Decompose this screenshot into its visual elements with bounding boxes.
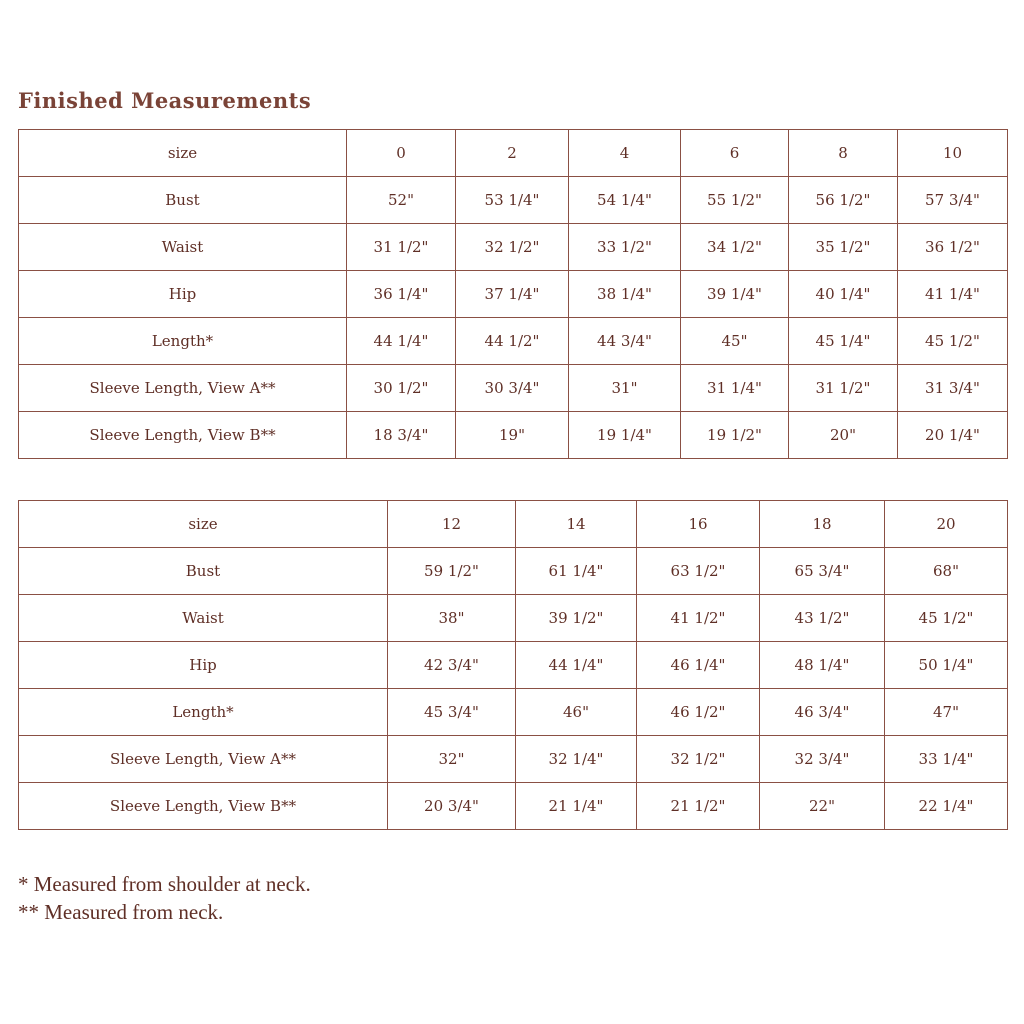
size-header-cell: size [19,130,347,177]
measurement-cell: 22" [760,783,885,830]
size-value-cell: 20 [885,501,1008,548]
measurement-cell: 38 1/4" [569,271,681,318]
table-body [19,501,1008,830]
measurement-cell: 38" [388,595,516,642]
table-header-row [19,130,1008,177]
measurement-cell: 20" [789,412,898,459]
measurement-cell: 52" [347,177,456,224]
measurement-cell: 45 1/4" [789,318,898,365]
measurement-cell: 20 3/4" [388,783,516,830]
measurement-cell: 44 3/4" [569,318,681,365]
measurement-cell: 32 1/4" [516,736,637,783]
measurement-cell: 31 1/2" [347,224,456,271]
measurement-cell: 45 3/4" [388,689,516,736]
measurement-cell: 54 1/4" [569,177,681,224]
page-title: Finished Measurements [18,88,312,113]
size-value-cell: 8 [789,130,898,177]
measurement-cell: 59 1/2" [388,548,516,595]
measurement-cell: 22 1/4" [885,783,1008,830]
measurement-cell: 32" [388,736,516,783]
row-label-cell: Sleeve Length, View A** [19,736,388,783]
row-label-cell: Sleeve Length, View B** [19,783,388,830]
measurement-cell: 19 1/2" [681,412,789,459]
row-label-cell: Bust [19,548,388,595]
measurement-cell: 21 1/4" [516,783,637,830]
measurement-cell: 46 1/4" [637,642,760,689]
measurement-cell: 56 1/2" [789,177,898,224]
measurements-table-small-sizes [18,129,1008,459]
measurement-cell: 41 1/4" [898,271,1008,318]
size-header-cell: size [19,501,388,548]
measurement-cell: 40 1/4" [789,271,898,318]
measurement-cell: 35 1/2" [789,224,898,271]
row-label-cell: Sleeve Length, View B** [19,412,347,459]
row-label-cell: Length* [19,689,388,736]
size-value-cell: 4 [569,130,681,177]
measurement-cell: 31 3/4" [898,365,1008,412]
measurement-cell: 36 1/4" [347,271,456,318]
table-row [19,642,1008,689]
table-row [19,783,1008,830]
table-row [19,318,1008,365]
measurement-cell: 57 3/4" [898,177,1008,224]
measurement-cell: 31 1/4" [681,365,789,412]
row-label-cell: Waist [19,595,388,642]
measurement-cell: 31" [569,365,681,412]
row-label-cell: Waist [19,224,347,271]
measurement-cell: 33 1/4" [885,736,1008,783]
table-row [19,271,1008,318]
table-row [19,548,1008,595]
measurement-cell: 39 1/4" [681,271,789,318]
measurement-cell: 19" [456,412,569,459]
measurement-cell: 68" [885,548,1008,595]
measurement-cell: 33 1/2" [569,224,681,271]
size-value-cell: 16 [637,501,760,548]
measurement-cell: 45 1/2" [885,595,1008,642]
footnotes [18,870,311,926]
row-label-cell: Hip [19,271,347,318]
measurement-cell: 46" [516,689,637,736]
table-row [19,689,1008,736]
table-header-row [19,501,1008,548]
size-value-cell: 10 [898,130,1008,177]
measurement-cell: 32 3/4" [760,736,885,783]
size-value-cell: 14 [516,501,637,548]
measurement-cell: 46 3/4" [760,689,885,736]
measurement-cell: 44 1/4" [516,642,637,689]
size-value-cell: 2 [456,130,569,177]
measurement-cell: 36 1/2" [898,224,1008,271]
measurement-cell: 47" [885,689,1008,736]
measurement-cell: 65 3/4" [760,548,885,595]
measurement-cell: 55 1/2" [681,177,789,224]
size-value-cell: 0 [347,130,456,177]
measurement-cell: 44 1/2" [456,318,569,365]
size-value-cell: 18 [760,501,885,548]
measurement-cell: 48 1/4" [760,642,885,689]
row-label-cell: Length* [19,318,347,365]
measurement-cell: 32 1/2" [456,224,569,271]
measurement-cell: 31 1/2" [789,365,898,412]
table-body [19,130,1008,459]
measurement-cell: 41 1/2" [637,595,760,642]
measurement-cell: 50 1/4" [885,642,1008,689]
measurement-cell: 43 1/2" [760,595,885,642]
table-row [19,736,1008,783]
measurement-cell: 34 1/2" [681,224,789,271]
footnote-neck: ** Measured from neck. [18,900,224,924]
table-row [19,365,1008,412]
measurement-cell: 63 1/2" [637,548,760,595]
measurement-cell: 53 1/4" [456,177,569,224]
measurement-cell: 61 1/4" [516,548,637,595]
footnote-shoulder: * Measured from shoulder at neck. [18,872,311,896]
measurement-cell: 18 3/4" [347,412,456,459]
measurement-cell: 45" [681,318,789,365]
row-label-cell: Hip [19,642,388,689]
measurement-cell: 30 1/2" [347,365,456,412]
measurement-cell: 32 1/2" [637,736,760,783]
table-row [19,177,1008,224]
measurement-cell: 46 1/2" [637,689,760,736]
measurement-cell: 39 1/2" [516,595,637,642]
row-label-cell: Bust [19,177,347,224]
table-row [19,595,1008,642]
measurement-cell: 19 1/4" [569,412,681,459]
table-row [19,412,1008,459]
table-row [19,224,1008,271]
measurement-cell: 37 1/4" [456,271,569,318]
measurements-table-large-sizes [18,500,1008,830]
measurement-cell: 21 1/2" [637,783,760,830]
measurement-cell: 42 3/4" [388,642,516,689]
row-label-cell: Sleeve Length, View A** [19,365,347,412]
size-value-cell: 6 [681,130,789,177]
measurement-cell: 20 1/4" [898,412,1008,459]
size-value-cell: 12 [388,501,516,548]
measurement-cell: 30 3/4" [456,365,569,412]
measurement-cell: 45 1/2" [898,318,1008,365]
measurement-cell: 44 1/4" [347,318,456,365]
